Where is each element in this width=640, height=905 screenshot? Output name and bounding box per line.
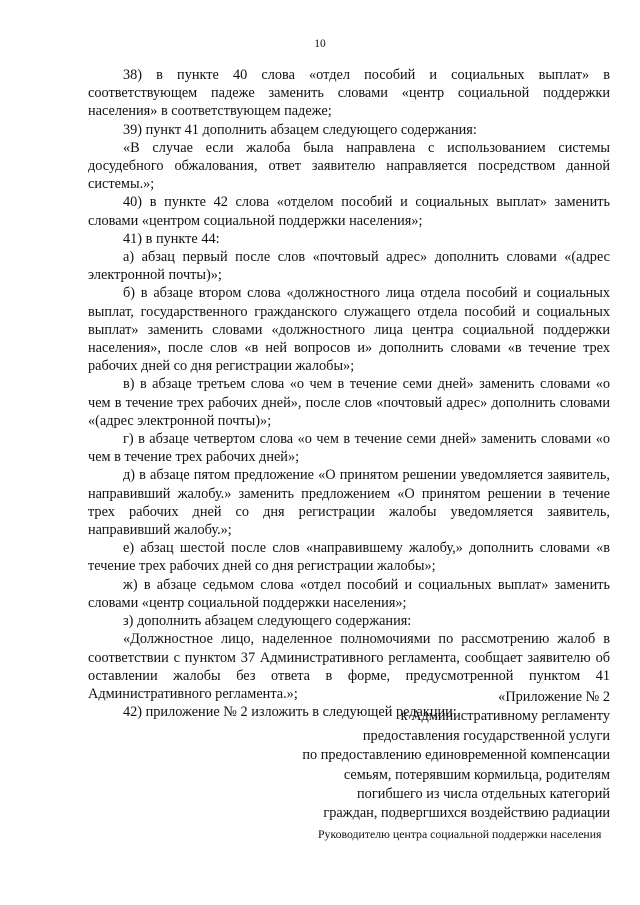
form-addressee: Руководителю центра социальной поддержки населения <box>318 827 602 841</box>
appendix-header-line: граждан, подвергшихся воздействию радиации <box>323 805 610 822</box>
paragraph-41-z: з) дополнить абзацем следующего содержания: <box>123 613 412 630</box>
paragraph-39: 39) пункт 41 дополнить абзацем следующего содержания: <box>123 121 477 138</box>
appendix-header-line: семьям, потерявшим кормильца, родителям <box>343 766 610 783</box>
paragraph-41-zh: ж) в абзаце седьмом слова «отдел пособий и социальных выплат» заменить словами «центр социальной поддержки населения»; <box>88 576 610 611</box>
paragraph-41-e: е) абзац шестой после слов «направившему жалобу,» дополнить словами «в течение трех рабочих дней со дня регистрации жалобы»; <box>88 540 610 575</box>
paragraph-41-g: г) в абзаце четвертом слова «о чем в течение семи дней» заменить словами «о чем в течение трех рабочих дней»; <box>88 431 610 466</box>
appendix-header-line: к Административному регламенту <box>400 708 610 725</box>
paragraph-42: 42) приложение № 2 изложить в следующей редакции: <box>123 704 457 721</box>
document-body <box>88 66 610 721</box>
paragraph-38: 38) в пункте 40 слова «отдел пособий и социальных выплат» в соответствующем падеже заменить словами «центр социальной поддержки населения» в соответствующем падеже; <box>88 67 610 120</box>
paragraph-41-d: д) в абзаце пятом предложение «О принятом решении уведомляется заявитель, направивший жалобу.» заменить предложением «О принятом решении в течение трех рабочих дней со дня регистрации жалобы уведомляется заявитель, направивший жалобу.»; <box>88 467 610 539</box>
paragraph-41-b: б) в абзаце втором слова «должностного лица отдела пособий и социальных выплат, государственного гражданского служащего отдела пособий и социальных выплат» заменить словами «должностного лица центра социальной поддержки населения», после слов «в ней вопросов и» дополнить словами «в течение трех рабочих дней со дня регистрации жалобы»; <box>88 285 610 375</box>
appendix-header-line: по предоставлению единовременной компенсации <box>302 747 610 764</box>
paragraph-39-quote: «В случае если жалоба была направлена с использованием системы досудебного обжалования, ответ заявителю направляется посредством данной системы.»; <box>88 139 610 193</box>
paragraph-40: 40) в пункте 42 слова «отделом пособий и социальных выплат» заменить словами «центром социальной поддержки населения»; <box>88 194 610 229</box>
appendix-header-line: предоставления государственной услуги <box>362 727 610 744</box>
appendix-header-line: погибшего из числа отдельных категорий <box>357 786 610 803</box>
paragraph-41: 41) в пункте 44: <box>123 230 220 247</box>
paragraph-41-z-quote: «Должностное лицо, наделенное полномочиями по рассмотрению жалоб в соответствии с пунктом 37 Административного регламента, сообщает заявителю об оставлении жалобы без ответа в форме, предусмотренной пунктом 41 Административного регламента.»; <box>88 631 610 702</box>
appendix-header-line: «Приложение № 2 <box>498 689 610 705</box>
paragraph-41-v: в) в абзаце третьем слова «о чем в течение семи дней» заменить словами «о чем в течение трех рабочих дней», после слов «почтовый адрес» дополнить словами «(адрес электронной почты)»; <box>88 376 610 429</box>
paragraph-41-a: а) абзац первый после слов «почтовый адрес» дополнить словами «(адрес электронной почты)»; <box>88 249 610 284</box>
page-number: 10 <box>314 38 326 50</box>
appendix-header <box>250 688 610 824</box>
